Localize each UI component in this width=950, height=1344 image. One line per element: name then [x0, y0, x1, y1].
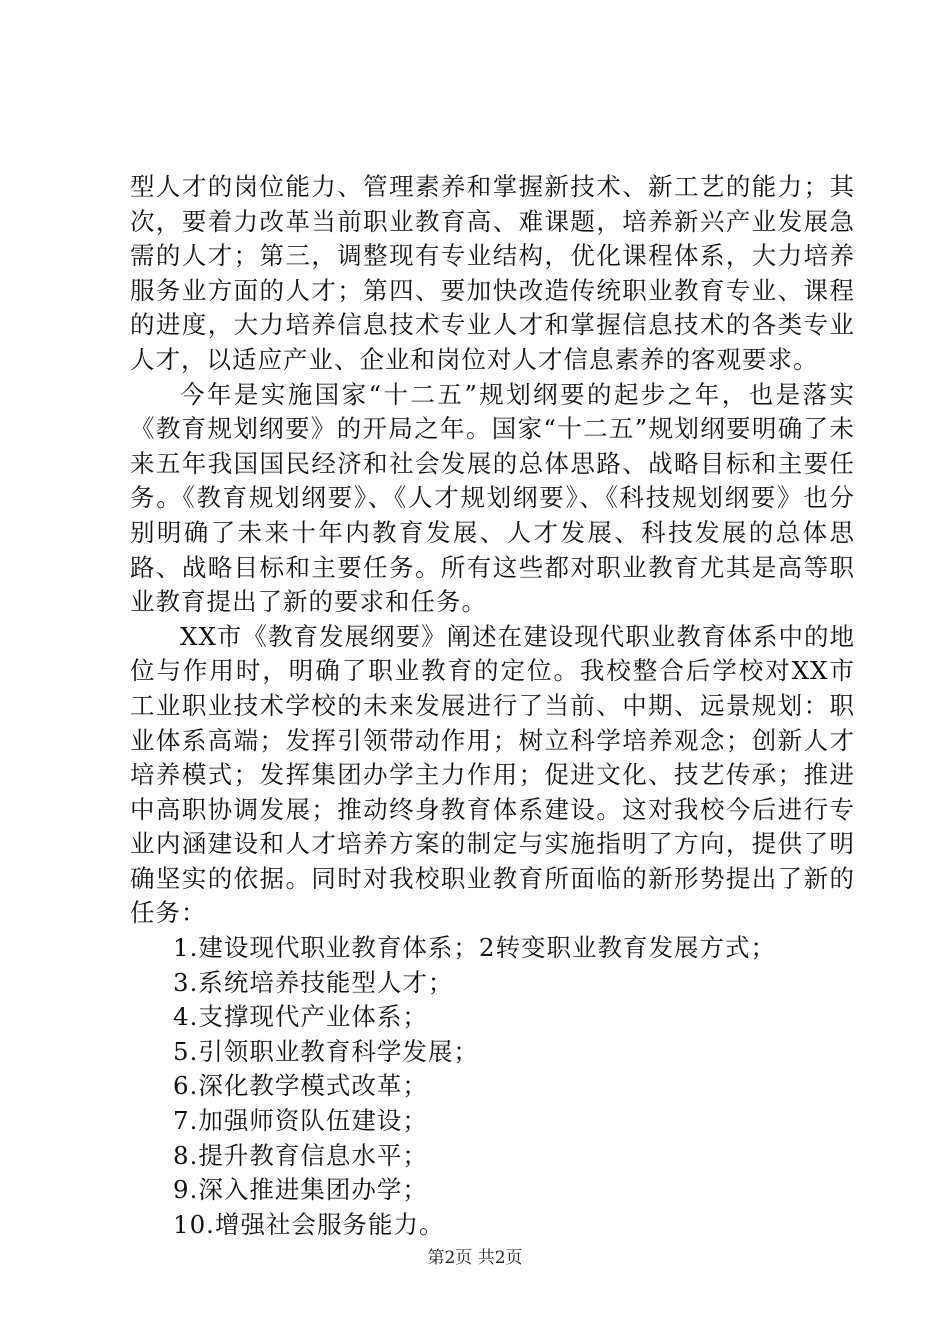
- continued-paragraph: 型人才的岗位能力、管理素养和掌握新技术、新工艺的能力；其次，要着力改革当前职业教育高、难课题，培养新兴产业发展急需的人才；第三，调整现有专业结构，优化课程体系，大力培养服务业方面的人才；第四、要加快改造传统职业教育专业、课程的进度，大力培养信息技术专业人才和掌握信息技术的各类专业人才，以适应产业、企业和岗位对人才信息素养的客观要求。: [130, 172, 855, 374]
- task-list: [130, 931, 855, 1242]
- list-item: 10.增强社会服务能力。: [173, 1209, 445, 1239]
- list-item: 3.系统培养技能型人才；: [173, 967, 454, 997]
- paragraph-five-year-plan: 今年是实施国家“十二五”规划纲要的起步之年，也是落实《教育规划纲要》的开局之年。国家“十二五”规划纲要明确了未来五年我国国民经济和社会发展的总体思路、战略目标和主要任务。《教育规划纲要》、《人才规划纲要》、《科技规划纲要》也分别明确了未来十年内教育发展、人才发展、科技发展的总体思路、战略目标和主要任务。所有这些都对职业教育尤其是高等职业教育提出了新的要求和任务。: [130, 379, 855, 617]
- list-item: 8.提升教育信息水平；: [173, 1140, 428, 1170]
- page-footer: 第2页 共2页: [427, 1248, 523, 1268]
- list-item: 4.支撑现代产业体系；: [173, 1002, 428, 1032]
- paragraph-education-outline: XX市《教育发展纲要》阐述在建设现代职业教育体系中的地位与作用时，明确了职业教育的定位。我校整合后学校对XX市工业职业技术学校的未来发展进行了当前、中期、远景规划：职业体系高端；发挥引领带动作用；树立科学培养观念；创新人才培养模式；发挥集团办学主力作用；促进文化、技艺传承；推进中高职协调发展；推动终身教育体系建设。这对我校今后进行专业内涵建设和人才培养方案的制定与实施指明了方向，提供了明确坚实的依据。同时对我校职业教育所面临的新形势提出了新的任务：: [130, 621, 855, 928]
- list-item: 7.加强师资队伍建设；: [173, 1106, 428, 1136]
- list-item: 9.深入推进集团办学；: [173, 1175, 428, 1205]
- list-item: 6.深化教学模式改革；: [173, 1071, 428, 1101]
- document-body: [130, 170, 855, 1242]
- list-item: 1.建设现代职业教育体系；2转变职业教育发展方式；: [173, 933, 776, 963]
- list-item: 5.引领职业教育科学发展；: [173, 1036, 479, 1066]
